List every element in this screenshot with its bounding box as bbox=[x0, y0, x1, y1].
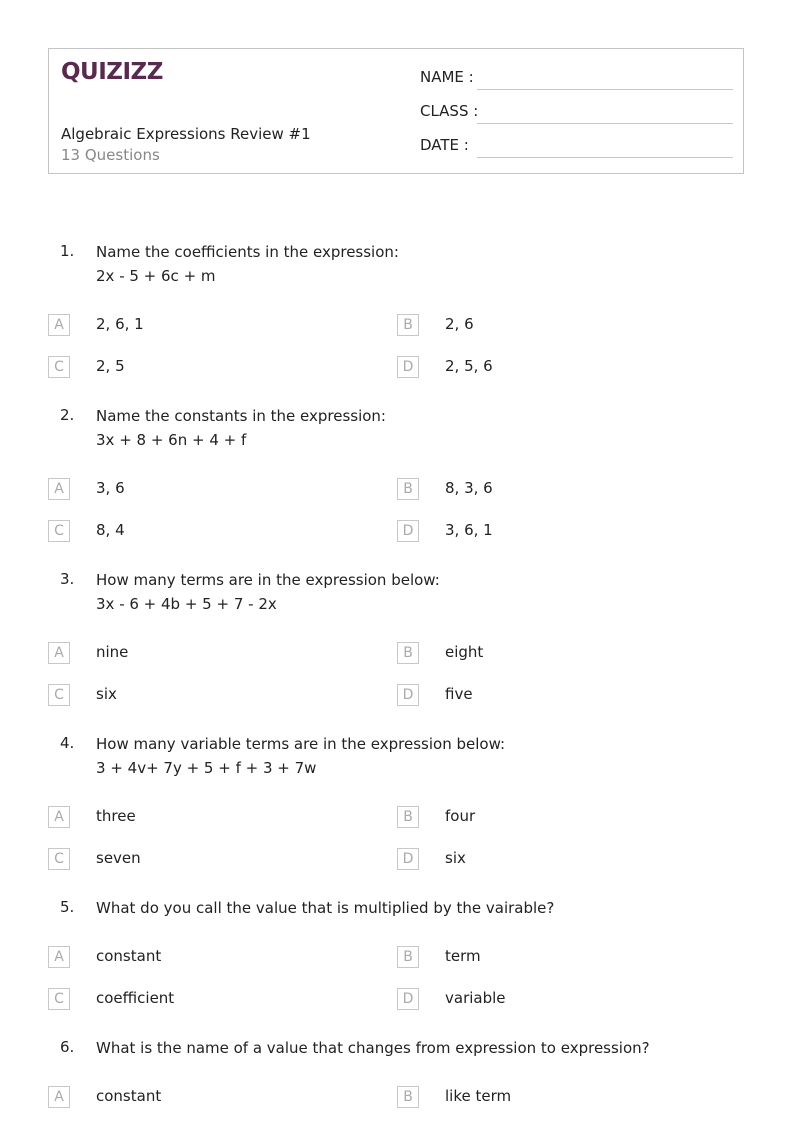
option-text: three bbox=[96, 807, 136, 825]
option-letter-box: C bbox=[48, 848, 70, 870]
option-letter-box: C bbox=[48, 684, 70, 706]
question-number: 2. bbox=[60, 406, 75, 424]
option-text: six bbox=[445, 849, 466, 867]
option-letter-box: B bbox=[397, 806, 419, 828]
option-letter-box: D bbox=[397, 520, 419, 542]
option-text: constant bbox=[96, 1087, 162, 1105]
quizizz-logo: QUIZIZZ bbox=[61, 59, 163, 85]
option-letter-box: A bbox=[48, 314, 70, 336]
class-line bbox=[477, 123, 733, 124]
option-letter-box: C bbox=[48, 356, 70, 378]
option-letter-box: A bbox=[48, 806, 70, 828]
question-number: 4. bbox=[60, 734, 75, 752]
option-text: 2, 6 bbox=[445, 315, 474, 333]
option-letter-box: D bbox=[397, 988, 419, 1010]
date-line bbox=[477, 157, 733, 158]
option-text: 8, 4 bbox=[96, 521, 125, 539]
option-letter-box: A bbox=[48, 946, 70, 968]
option-text: term bbox=[445, 947, 481, 965]
question-text: What is the name of a value that changes from expression to expression? bbox=[96, 1039, 650, 1057]
option-letter-box: A bbox=[48, 478, 70, 500]
option-letter-box: C bbox=[48, 988, 70, 1010]
option-text: 3, 6 bbox=[96, 479, 125, 497]
worksheet-header bbox=[48, 48, 744, 174]
option-text: four bbox=[445, 807, 476, 825]
question-text: How many variable terms are in the expression below: 3 + 4v+ 7y + 5 + f + 3 + 7w bbox=[96, 735, 506, 777]
option-text: coefficient bbox=[96, 989, 175, 1007]
option-text: six bbox=[96, 685, 117, 703]
option-letter-box: B bbox=[397, 642, 419, 664]
name-line bbox=[477, 89, 733, 90]
question-number: 5. bbox=[60, 898, 75, 916]
question-number: 3. bbox=[60, 570, 75, 588]
option-text: five bbox=[445, 685, 473, 703]
option-letter-box: D bbox=[397, 356, 419, 378]
option-text: 2, 5, 6 bbox=[445, 357, 493, 375]
question-text: What do you call the value that is multiplied by the vairable? bbox=[96, 899, 555, 917]
class-label: CLASS : bbox=[420, 102, 479, 120]
option-text: 8, 3, 6 bbox=[445, 479, 493, 497]
option-text: constant bbox=[96, 947, 162, 965]
option-letter-box: B bbox=[397, 314, 419, 336]
option-text: 2, 5 bbox=[96, 357, 125, 375]
option-text: variable bbox=[445, 989, 506, 1007]
option-text: 2, 6, 1 bbox=[96, 315, 144, 333]
worksheet-title: Algebraic Expressions Review #1 bbox=[61, 125, 311, 143]
option-letter-box: C bbox=[48, 520, 70, 542]
option-letter-box: B bbox=[397, 946, 419, 968]
option-text: nine bbox=[96, 643, 129, 661]
option-letter-box: B bbox=[397, 478, 419, 500]
option-letter-box: D bbox=[397, 848, 419, 870]
name-label: NAME : bbox=[420, 68, 474, 86]
question-text: How many terms are in the expression below: 3x - 6 + 4b + 5 + 7 - 2x bbox=[96, 571, 440, 613]
question-count: 13 Questions bbox=[61, 146, 160, 164]
option-letter-box: D bbox=[397, 684, 419, 706]
option-letter-box: B bbox=[397, 1086, 419, 1108]
date-label: DATE : bbox=[420, 136, 469, 154]
question-text: Name the coefficients in the expression: 2x - 5 + 6c + m bbox=[96, 243, 399, 285]
question-text: Name the constants in the expression: 3x + 8 + 6n + 4 + f bbox=[96, 407, 386, 449]
option-text: 3, 6, 1 bbox=[445, 521, 493, 539]
question-number: 1. bbox=[60, 242, 75, 260]
option-text: seven bbox=[96, 849, 141, 867]
option-text: like term bbox=[445, 1087, 512, 1105]
option-letter-box: A bbox=[48, 642, 70, 664]
option-text: eight bbox=[445, 643, 484, 661]
option-letter-box: A bbox=[48, 1086, 70, 1108]
question-number: 6. bbox=[60, 1038, 75, 1056]
